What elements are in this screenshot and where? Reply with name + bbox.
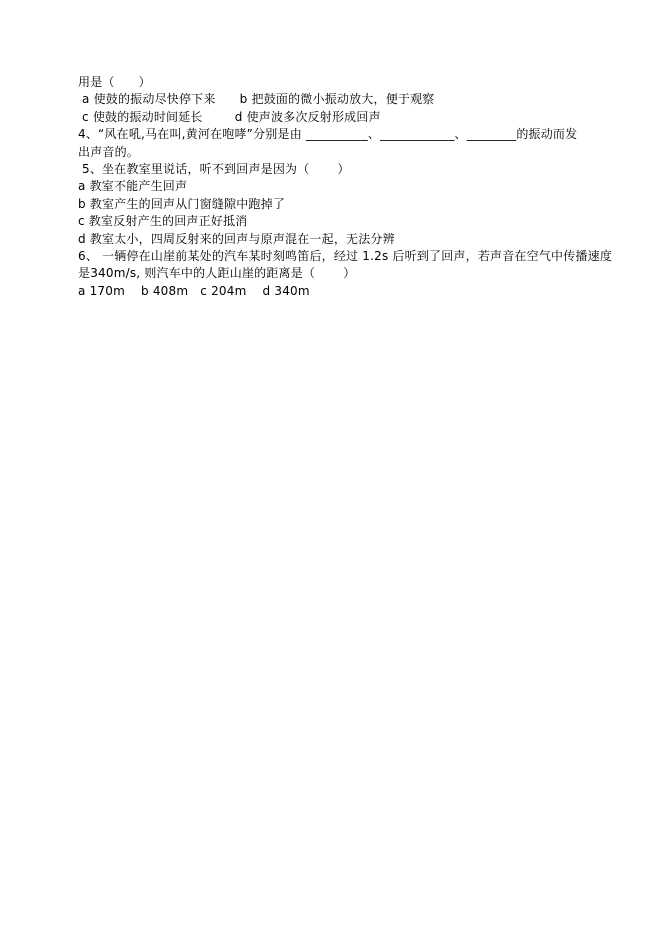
- question5-stem: 5、坐在教室里说话，听不到回声是因为（ ）: [78, 162, 350, 177]
- question6-options: a 170m b 408m c 204m d 340m: [78, 283, 310, 298]
- worksheet-text-block: [78, 74, 618, 300]
- question5-option-b: b 教室产生的回声从门窗缝隙中跑掉了: [78, 196, 286, 211]
- question5-option-a: a 教室不能产生回声: [78, 179, 188, 194]
- question5-option-d: d 教室太小，四周反射来的回声与原声混在一起，无法分辨: [78, 231, 395, 246]
- question5-option-c: c 教室反射产生的回声正好抵消: [78, 214, 248, 229]
- question6-stem-line2: 是340m/s, 则汽车中的人距山崖的距离是（ ）: [78, 266, 356, 281]
- question3-options-cd: c 使鼓的振动时间延长 d 使声波多次反射形成回声: [78, 109, 381, 124]
- question3-stem-tail: 用是（ ）: [78, 75, 151, 89]
- question4-stem-line1: 4、“风在吼,马在叫,黄河在咆哮”分别是由 __________、____________、________的振动而发: [78, 127, 578, 142]
- question6-stem-line1: 6、 一辆停在山崖前某处的汽车某时刻鸣笛后，经过 1.2s 后听到了回声，若声音在空气中传播速度: [78, 249, 613, 264]
- question3-options-ab: a 使鼓的振动尽快停下来 b 把鼓面的微小振动放大，便于观察: [78, 92, 435, 107]
- question4-stem-line2: 出声音的。: [78, 144, 140, 159]
